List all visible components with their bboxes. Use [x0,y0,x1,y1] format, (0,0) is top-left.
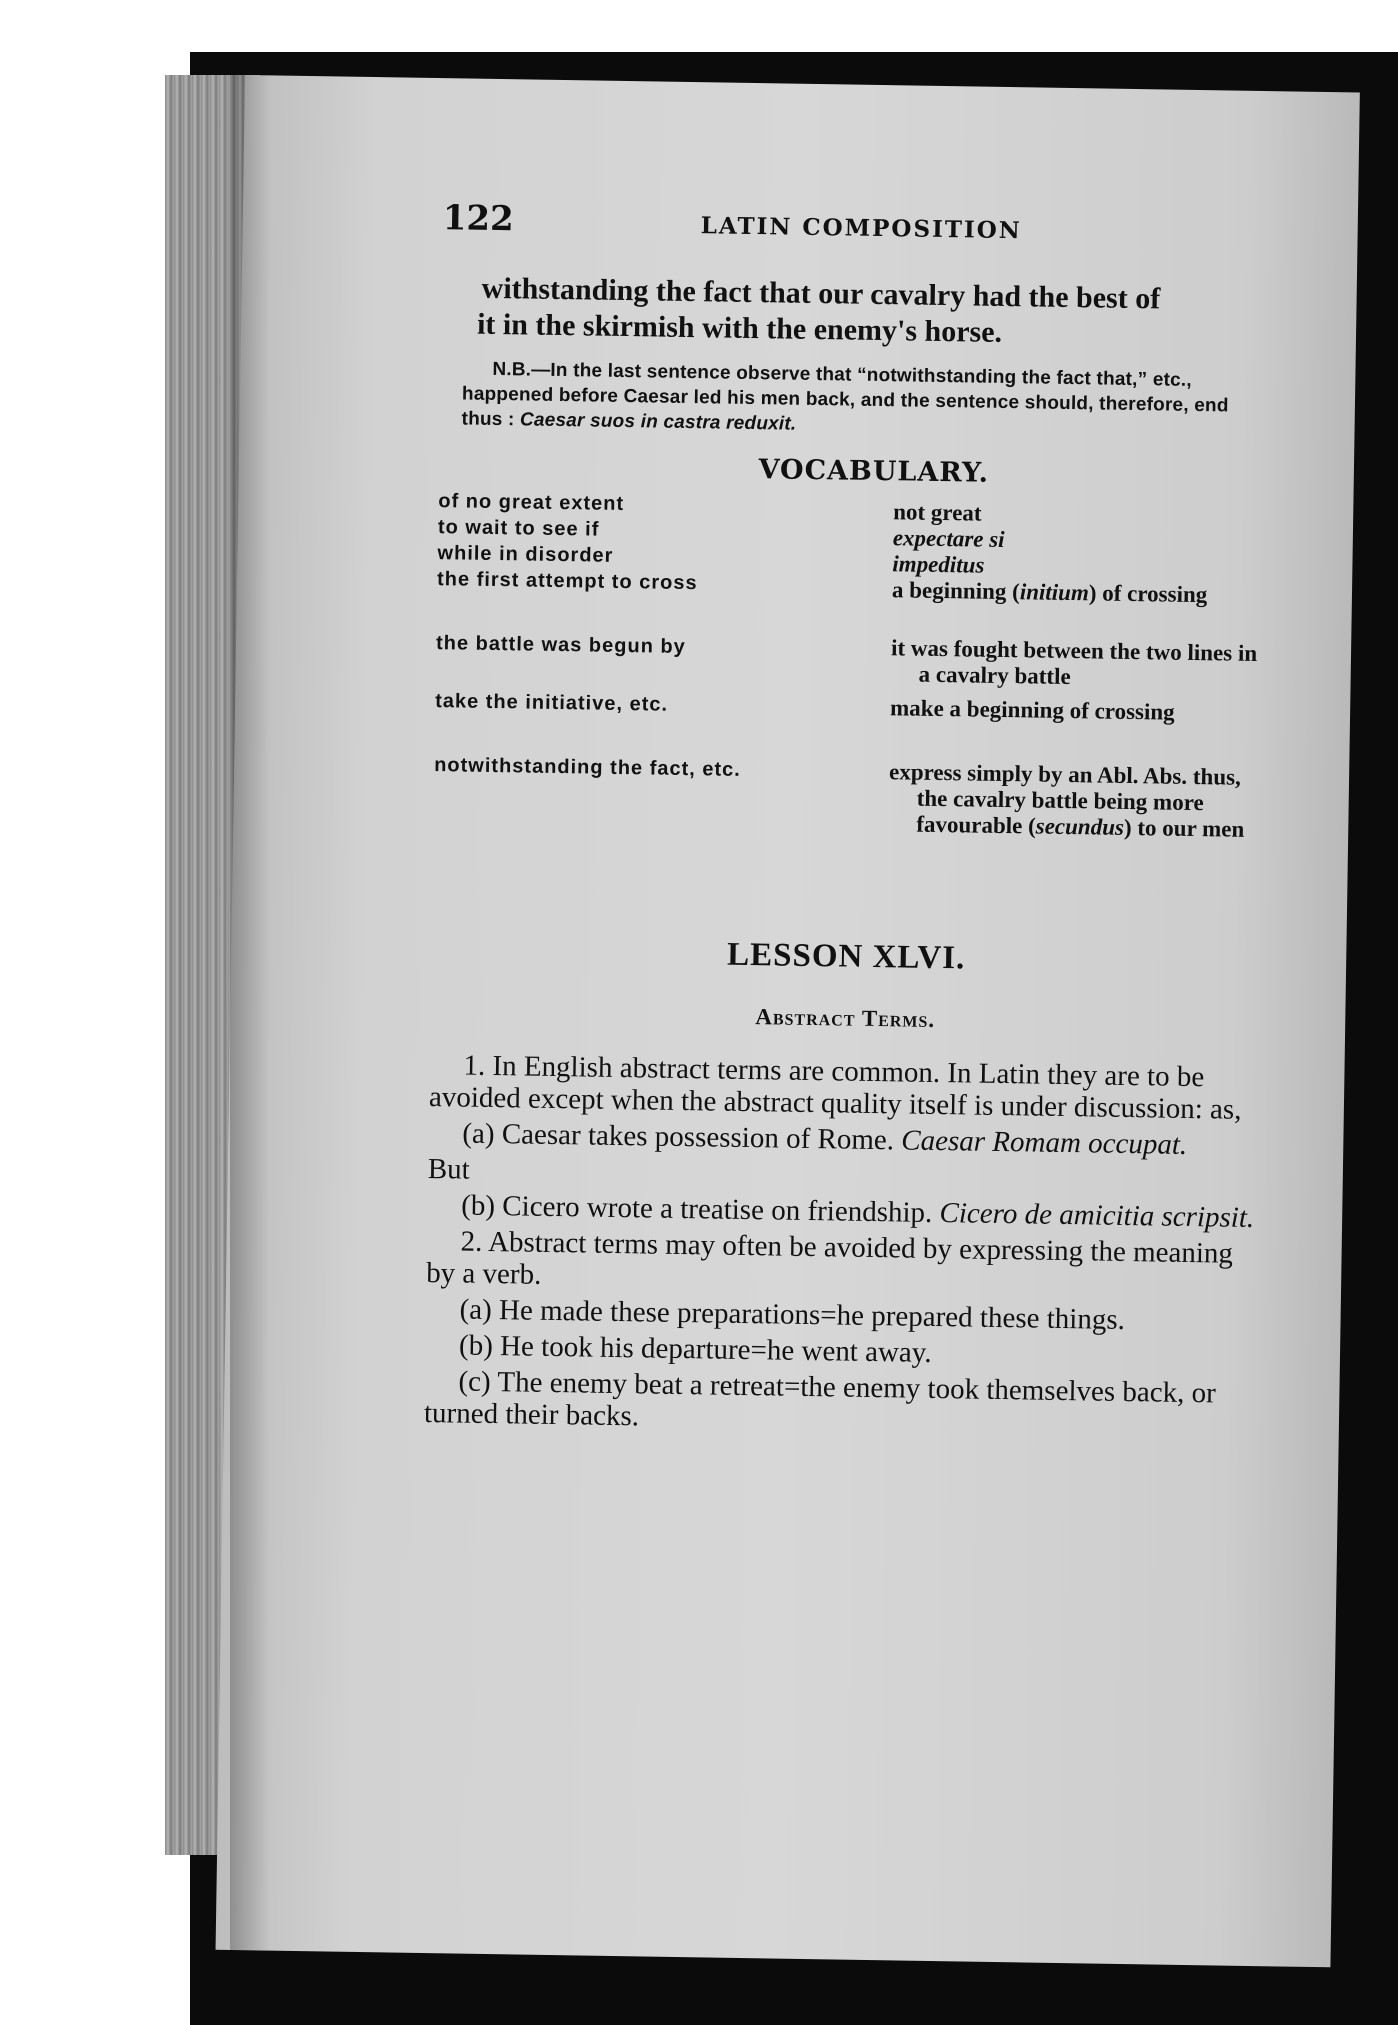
page-content [424,198,1273,1446]
vocab-latin-italic: secundus [1035,813,1125,840]
paragraph [424,1365,1255,1442]
vocabulary-list [432,490,1268,923]
vocab-latin: impeditus [892,551,985,578]
vocab-latin-text: make a beginning of crossing [889,695,1175,725]
paragraph-text: 1. In English abstract terms are common. In Latin they are to be avoided except when the abstract quality itself is under discussion: as, [428,1049,1242,1126]
vocab-latin [892,577,1272,609]
paragraph-text: 2. Abstract terms may often be avoided by expressing the meaning by a verb. [425,1225,1234,1291]
vocab-latin-text: it was fought between the two lines in a cavalry battle [890,635,1258,690]
vocab-latin-part: ) to our men [1123,814,1245,842]
nota-bene-latin: Caesar suos in castra reduxit. [519,409,797,435]
nota-bene-text: N.B.—In the last sentence observe that “notwithstanding the fact that,” etc., happened before Caesar led his men back, and the sentence should, therefore, end thus : [461,358,1229,431]
paragraph-text: (a) Caesar takes possession of Rome. [462,1117,895,1157]
vocab-latin-part: express simply by an Abl. Abs. thus, the cavalry battle being more favourable ( [888,759,1242,839]
vocab-latin-part: a beginning ( [891,577,1021,605]
page-header [442,198,1273,261]
vocab-latin: not great [893,499,982,526]
paragraph-text: But [427,1153,470,1186]
paragraph-latin: Cicero de amicitia scripsit. [939,1197,1255,1234]
spine-shadow [230,75,270,1950]
vocab-latin [890,635,1271,693]
vocab-english: to wait to see if [437,516,600,541]
paragraph-latin: Caesar Romam occupat. [901,1124,1188,1161]
continued-sentence [476,271,1272,355]
paragraph-text: (b) Cicero wrote a treatise on friendship. [461,1189,933,1229]
vocab-english: notwithstanding the fact, etc. [434,754,741,781]
vocab-latin: expectare si [892,525,1005,552]
running-head: LATIN COMPOSITION [700,212,1022,245]
vocab-latin [890,695,1270,727]
vocab-latin-italic: initium [1019,579,1090,606]
vocab-english: of no great extent [438,490,625,516]
page-number: 122 [442,198,515,240]
vocabulary-title: VOCABULARY. [758,454,990,489]
lesson-body [424,1049,1260,1442]
vocab-english: the first attempt to cross [436,568,698,595]
paragraph-text: (a) He made these preparations=he prepared these things. [459,1293,1126,1336]
vocab-english: take the initiative, etc. [435,690,669,716]
paragraph-text: (c) The enemy beat a retreat=the enemy took themselves back, or turned their backs. [423,1365,1217,1433]
section-title: Abstract Terms. [755,1004,936,1032]
continued-line: it in the skirmish with the enemy's horse. [476,307,1003,349]
continued-line: withstanding the fact that our cavalry had the best of [481,271,1161,316]
vocab-latin-part: ) of crossing [1088,580,1208,608]
vocab-english: the battle was begun by [435,632,686,658]
book-page [216,75,1360,1967]
vocab-latin [888,759,1269,843]
vocab-english: while in disorder [437,542,614,567]
paragraph [426,1225,1257,1302]
lesson-title: LESSON XLVI. [726,936,966,977]
nota-bene [461,356,1270,444]
paragraph-text: (b) He took his departure=he went away. [458,1329,932,1369]
paragraph [429,1049,1260,1126]
